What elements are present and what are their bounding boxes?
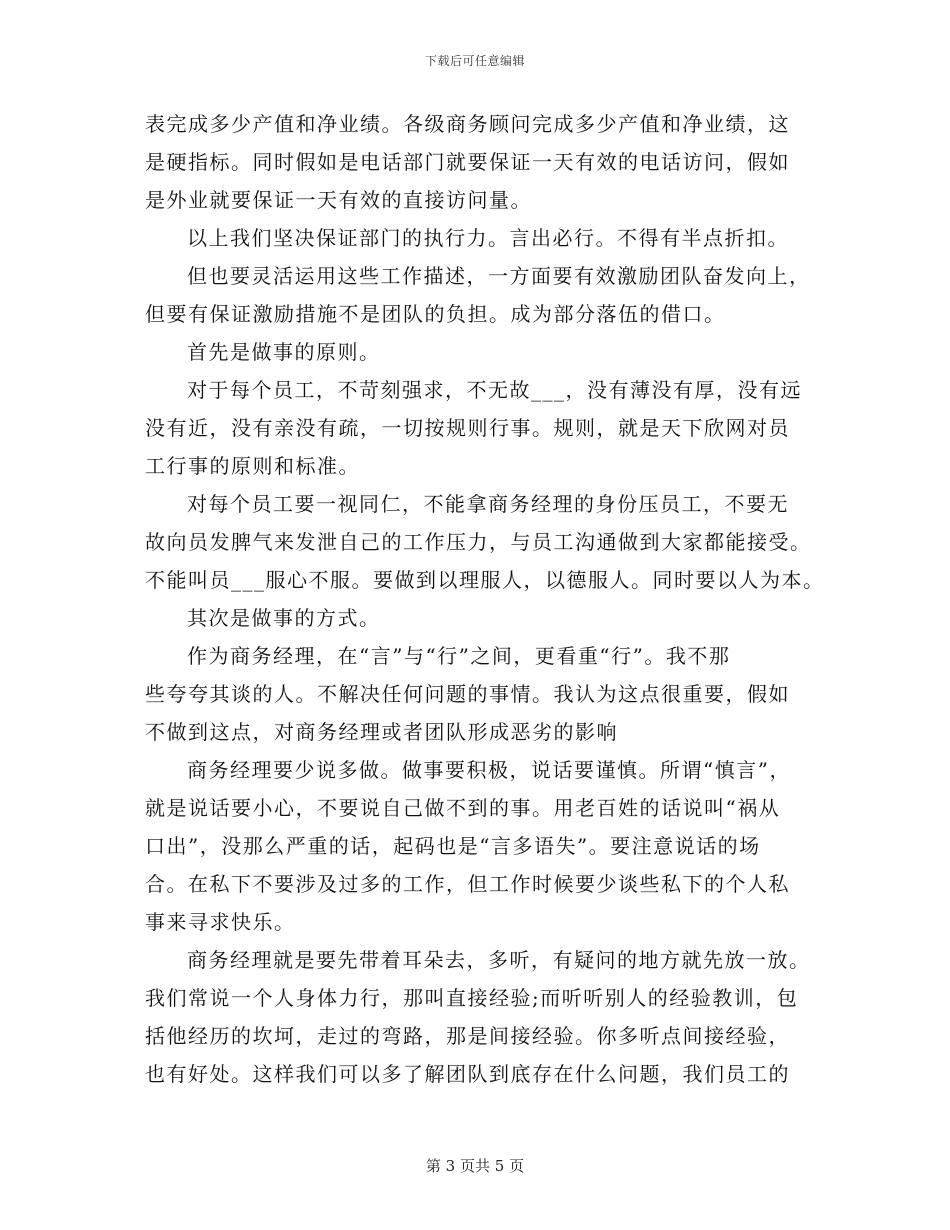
paragraph-first-line: 首先是做事的原则。 <box>187 340 381 364</box>
paragraph-first-line: 商务经理就是要先带着耳朵去，多听，有疑问的地方就先放一放。 <box>187 948 811 972</box>
text-line: 就是说话要小心，不要说自己做不到的事。用老百姓的话说叫“祸从 <box>145 796 781 820</box>
text-line: 口出”，没那么严重的话，起码也是“言多语失”。要注意说话的场 <box>145 834 761 858</box>
text-line: 括他经历的坎坷，走过的弯路，那是间接经验。你多听点间接经验， <box>145 1024 790 1048</box>
text-line: 工行事的原则和标准。 <box>145 454 360 478</box>
paragraph-first-line: 对于每个员工，不苛刻强求，不无故___，没有薄没有厚，没有远 <box>187 378 802 402</box>
text-line: 不做到这点，对商务经理或者团队形成恶劣的影响 <box>145 720 618 744</box>
page-header: 下载后可任意编辑 <box>424 54 525 68</box>
paragraph-first-line: 但也要灵活运用这些工作描述，一方面要有效激励团队奋发向上， <box>187 264 811 288</box>
text-line: 是硬指标。同时假如是电话部门就要保证一天有效的电话访问，假如 <box>145 150 790 174</box>
text-line: 不能叫员___服心不服。要做到以理服人，以德服人。同时要以人为本。 <box>145 568 825 592</box>
paragraph-first-line: 以上我们坚决保证部门的执行力。言出必行。不得有半点折扣。 <box>187 226 789 250</box>
page-number-footer: 第 3 页共 5 页 <box>425 1157 525 1175</box>
text-line: 表完成多少产值和净业绩。各级商务顾问完成多少产值和净业绩，这 <box>145 112 790 136</box>
paragraph-first-line: 对每个员工要一视同仁，不能拿商务经理的身份压员工，不要无 <box>187 492 789 516</box>
paragraph-first-line: 作为商务经理，在“言”与“行”之间，更看重“行”。我不那 <box>187 644 731 668</box>
paragraph-first-line: 其次是做事的方式。 <box>187 606 381 630</box>
text-line: 合。在私下不要涉及过多的工作，但工作时候要少谈些私下的个人私 <box>145 872 790 896</box>
text-line: 些夸夸其谈的人。不解决任何问题的事情。我认为这点很重要，假如 <box>145 682 790 706</box>
text-line: 故向员发脾气来发泄自己的工作压力，与员工沟通做到大家都能接受。 <box>145 530 812 554</box>
text-line: 事来寻求快乐。 <box>145 910 296 934</box>
text-line: 是外业就要保证一天有效的直接访问量。 <box>145 188 532 212</box>
paragraph-first-line: 商务经理要少说多做。做事要积极，说话要谨慎。所谓“慎言”， <box>187 758 791 782</box>
text-line: 没有近，没有亲没有疏，一切按规则行事。规则，就是天下欣网对员 <box>145 416 790 440</box>
text-line: 也有好处。这样我们可以多了解团队到底存在什么问题，我们员工的 <box>145 1062 790 1086</box>
text-line: 我们常说一个人身体力行，那叫直接经验;而听听别人的经验教训，包 <box>145 986 799 1010</box>
text-line: 但要有保证激励措施不是团队的负担。成为部分落伍的借口。 <box>145 302 726 326</box>
